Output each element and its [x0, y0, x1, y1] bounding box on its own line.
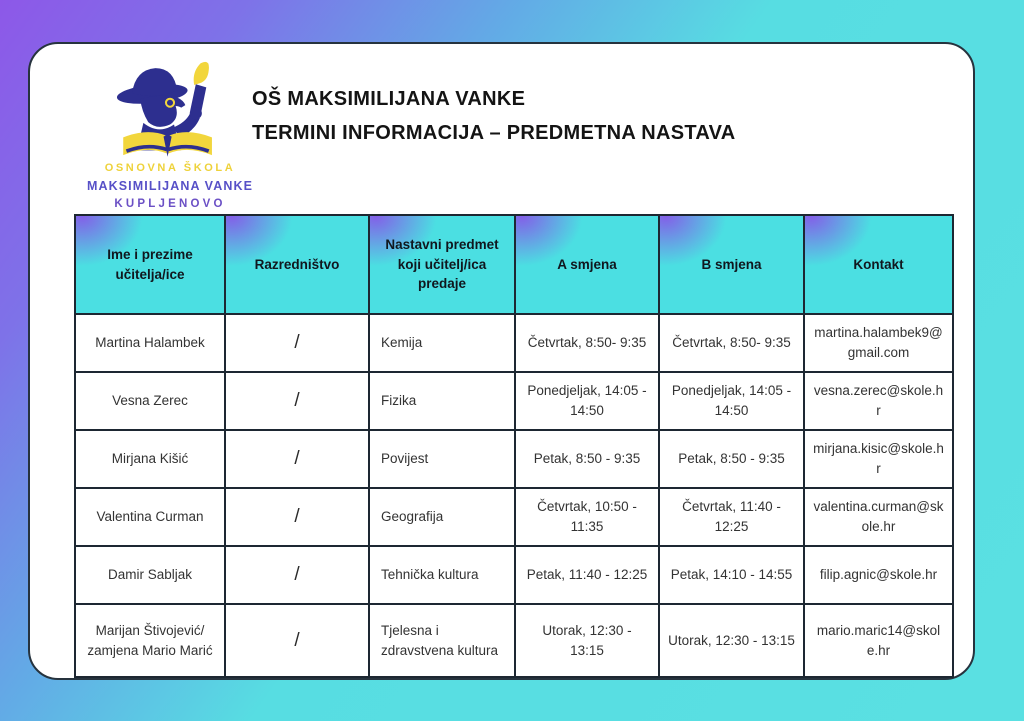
table-cell: Povijest — [369, 430, 515, 488]
table-row — [75, 604, 953, 677]
table-cell: martina.halambek9@gmail.com — [804, 314, 953, 372]
table-cell: Ponedjeljak, 14:05 - 14:50 — [515, 372, 659, 430]
table-cell: Četvrtak, 11:40 - 12:25 — [659, 488, 804, 546]
table-row — [75, 430, 953, 488]
table-cell: Valentina Curman — [75, 488, 225, 546]
table-cell: valentina.curman@skole.hr — [804, 488, 953, 546]
table-cell: Petak, 8:50 - 9:35 — [515, 430, 659, 488]
table-cell: filip.agnic@skole.hr — [804, 546, 953, 604]
table-cell: / — [225, 314, 369, 372]
table-cell: Četvrtak, 10:50 - 11:35 — [515, 488, 659, 546]
page-title — [252, 82, 736, 150]
header-cell: Kontakt — [804, 215, 953, 314]
header-cell: A smjena — [515, 215, 659, 314]
logo-text-line2: MAKSIMILIJANA VANKE — [86, 179, 254, 193]
header-cell: Nastavni predmet koji učitelj/ica predaje — [369, 215, 515, 314]
teacher-schedule-table — [74, 214, 954, 678]
table-row — [75, 546, 953, 604]
header-cell: B smjena — [659, 215, 804, 314]
table-cell: Kemija — [369, 314, 515, 372]
table-cell: / — [225, 488, 369, 546]
title-line-1: OŠ MAKSIMILIJANA VANKE — [252, 88, 526, 110]
header-cell: Ime i prezime učitelja/ice — [75, 215, 225, 314]
table-cell: Petak, 11:40 - 12:25 — [515, 546, 659, 604]
table-cell: Ponedjeljak, 14:05 - 14:50 — [659, 372, 804, 430]
table-cell: Marijan Štivojević/ zamjena Mario Marić — [75, 604, 225, 677]
table-cell: / — [225, 546, 369, 604]
table-cell: / — [225, 604, 369, 677]
table-cell: Tehnička kultura — [369, 546, 515, 604]
table-cell: vesna.zerec@skole.hr — [804, 372, 953, 430]
table-cell: Fizika — [369, 372, 515, 430]
table-cell: / — [225, 372, 369, 430]
table-cell: Tjelesna i zdravstvena kultura — [369, 604, 515, 677]
table-cell: Petak, 14:10 - 14:55 — [659, 546, 804, 604]
table-cell: Petak, 8:50 - 9:35 — [659, 430, 804, 488]
table-cell: Damir Sabljak — [75, 546, 225, 604]
table-row — [75, 488, 953, 546]
table-cell: Geografija — [369, 488, 515, 546]
table-cell: Vesna Zerec — [75, 372, 225, 430]
school-logo — [70, 60, 270, 210]
logo-text-line3: KUPLJENOVO — [114, 198, 226, 210]
table-header-row — [75, 215, 953, 314]
table-cell: Mirjana Kišić — [75, 430, 225, 488]
document-card — [28, 42, 975, 680]
title-line-2: TERMINI INFORMACIJA – PREDMETNA NASTAVA — [252, 122, 736, 144]
painter-logo-icon — [104, 60, 236, 160]
table-cell: Utorak, 12:30 - 13:15 — [515, 604, 659, 677]
table-cell: Četvrtak, 8:50- 9:35 — [659, 314, 804, 372]
logo-text-line1: OSNOVNA ŠKOLA — [104, 162, 236, 174]
table-cell: / — [225, 430, 369, 488]
table-cell: Martina Halambek — [75, 314, 225, 372]
table-cell: Utorak, 12:30 - 13:15 — [659, 604, 804, 677]
table-row — [75, 372, 953, 430]
table-cell: mario.maric14@skole.hr — [804, 604, 953, 677]
table-row — [75, 314, 953, 372]
header-cell: Razredništvo — [225, 215, 369, 314]
table-cell: Četvrtak, 8:50- 9:35 — [515, 314, 659, 372]
table-cell: mirjana.kisic@skole.hr — [804, 430, 953, 488]
